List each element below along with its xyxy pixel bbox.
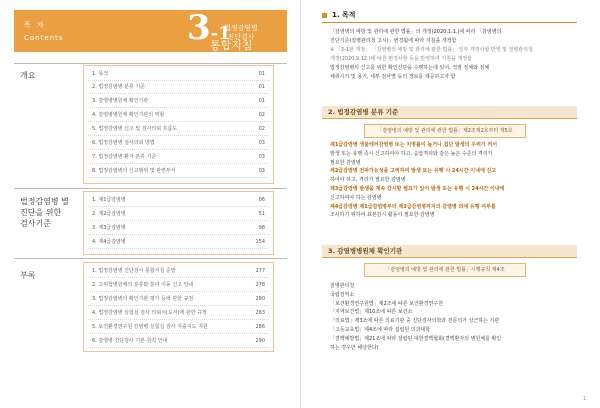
toc-box-overview <box>83 65 274 184</box>
section-rule <box>14 188 287 189</box>
toc-item[interactable]: 5. 보건환경연구원 감염병 실험실 검사 지출지도 지원 286 <box>88 322 269 334</box>
contents-banner <box>14 10 287 52</box>
content-page <box>306 0 594 408</box>
toc-item[interactable]: 1. 제1급감염병 06 <box>88 195 269 207</box>
section-label-appendix: 부록 <box>20 271 36 280</box>
toc-item[interactable]: 4. 감염병병원체 확인기관의 역할 02 <box>88 110 269 122</box>
toc-item[interactable]: 4. 제4급감염병 154 <box>88 237 269 249</box>
toc-item[interactable]: 5. 법정감염병 신고 및 검사의뢰 흐름도 02 <box>88 124 269 136</box>
banner-english-label: Contents <box>24 34 64 42</box>
banner-title: 통합지침 <box>210 39 253 52</box>
section-heading-purpose: 1. 목적 <box>322 10 577 23</box>
toc-item[interactable]: 2. 법정감염병 분류 기준 01 <box>88 82 269 94</box>
toc-box-test-criteria <box>83 191 274 255</box>
toc-item[interactable]: 4. 법정감염병 실험실 검사 의뢰서(도서)에 관한 규정 283 <box>88 308 269 320</box>
banner-subtitle: 법정감염병 진단검사 <box>224 24 258 41</box>
toc-item[interactable]: 6. 감염병 진단검사 기본 원칙 안내 290 <box>88 336 269 348</box>
labs-list: 질병관리청 국립검역소 「보건환경연구원법」제2조에 따른 보건환경연구원 「지역보건법」제10조에 따른 보건소 「의료법」제3조에 따른 의료기관 중 진단검사의학과 전문의가 상근하는 기관 「고등교육법」제4조에 따라 설립된 의과대학 「결핵예방법」제21조에 따라 설립된 대한결핵협회(결핵환자의 병원체를 확인 하는 경우만 해당한다) <box>330 283 502 351</box>
toc-item[interactable]: 7. 법정감염병 환자 분류 기준 03 <box>88 152 269 164</box>
section-label-test-criteria: 법정감염병 별 진단을 위한 검사기준 <box>20 197 69 228</box>
section-heading-labs: 3. 감염병병원체 확인기관 <box>322 245 577 258</box>
law-reference-pill: 「감염병의 예방 및 관리에 관한 법률」시행규칙 제4조 <box>364 263 526 277</box>
toc-item[interactable]: 3. 감염병병원체 확인기관 01 <box>88 96 269 108</box>
toc-item[interactable]: 3. 제3급감염병 98 <box>88 223 269 235</box>
section-rule <box>14 258 287 259</box>
bullet-square-icon <box>322 13 327 18</box>
section-label-overview: 개요 <box>20 71 36 80</box>
toc-item[interactable]: 6. 법정감염병 검사의뢰 방법 03 <box>88 138 269 150</box>
toc-item[interactable]: 1. 법정감염병 진단검사 통합지침 준말 277 <box>88 266 269 278</box>
toc-item[interactable]: 1. 목적 01 <box>88 69 269 81</box>
page-number: 1 <box>582 396 586 402</box>
toc-item[interactable]: 2. 고위험병원체의 분류와 분리 이동 신고 안내 278 <box>88 280 269 292</box>
toc-item[interactable]: 3. 법정감염병의 확인기관 평가 등에 관한 규정 280 <box>88 294 269 306</box>
toc-item[interactable]: 2. 제2급감염병 51 <box>88 209 269 221</box>
purpose-paragraph: 「감염병의 예방 및 관리에 관한 법률」의 개정(2020.1.1.)에 따라 「감염병의 진단기준(질병관리청 고시)」변경됨에 따라 지침을 개정함 ※ 「3-1판 개정」 「감염병의 예방 및 관리에 관한 법률」 일부 개정사항 반영 및 질병관리청 개정(2020.9.12.)에 따른 변경사항 등을 반영하여 지침을 개정함 법정감염병의 신고를 위한 확인진단을 수행하는데 있어, 적절 검체와 검체 채취시기 및 용기, 세부 검사별 등의 정보를 제공하고자 함 <box>330 29 533 80</box>
page-divider <box>300 0 301 408</box>
section-rule <box>14 63 287 64</box>
section-heading-classification: 2. 법정감염병 분류 기준 <box>322 106 577 119</box>
banner-korean-label: 목 차 <box>24 21 46 29</box>
banner-chapter-number: 3-1 <box>187 8 231 48</box>
classification-list: 제1급감염병 생물테러감염병 또는 치명률이 높거나 집단 발생의 우려가 커서 발생 또는 유행 즉시 신고하여야 하고, 음압격리와 같은 높은 수준의 격리가 필요한 감염병 제2급감염병 전파가능성을 고려하여 발생 또는 유행 시 24시간 이내에 신고 하여야 하고, 격리가 필요한 감염병 제3급감염병 발생을 계속 감시할 필요가 있어 발생 또는 유행 시 24시간 이내에 신고하여야 하는 감염병 제4급감염병 제1급감염병부터 제3급감염병까지의 감염병 외에 유행 여부를 조사하기 위하여 표본감시 활동이 필요한 감염병 <box>330 142 505 219</box>
law-reference-pill: 「감염병의 예방 및 관리에 관한 법률」제2조제2호부터 제5호 <box>364 124 526 138</box>
toc-item[interactable]: 8. 법정감염병의 신고범위 및 관련부서 03 <box>88 166 269 178</box>
toc-box-appendix <box>83 262 274 352</box>
